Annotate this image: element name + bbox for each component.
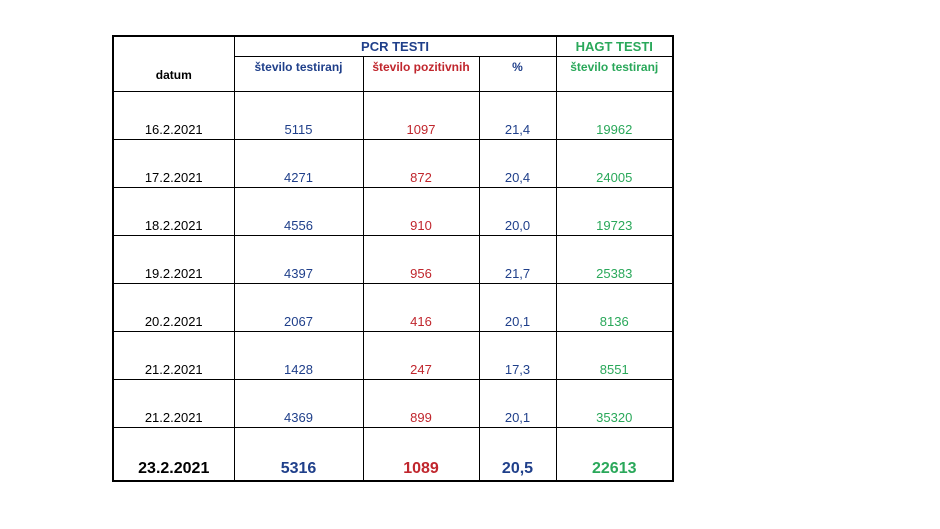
- table-row: [113, 92, 673, 140]
- positive-cell: 910: [363, 188, 479, 236]
- date-cell: 20.2.2021: [113, 284, 234, 332]
- datum-header: datum: [113, 36, 234, 92]
- percent-cell: 17,3: [479, 332, 556, 380]
- percent-cell: 20,0: [479, 188, 556, 236]
- latest-date-cell: 23.2.2021: [113, 428, 234, 482]
- percent-cell: 20,1: [479, 380, 556, 428]
- positive-cell: 872: [363, 140, 479, 188]
- tested-cell: 4369: [234, 380, 363, 428]
- pcr-tested-header: število testiranj: [234, 57, 363, 92]
- tested-cell: 1428: [234, 332, 363, 380]
- hagt-cell: 19962: [556, 92, 673, 140]
- hagt-cell: 8551: [556, 332, 673, 380]
- latest-hagt-cell: 22613: [556, 428, 673, 482]
- testing-table: [112, 35, 674, 482]
- percent-cell: 21,4: [479, 92, 556, 140]
- positive-cell: 956: [363, 236, 479, 284]
- hagt-tested-header: število testiranj: [556, 57, 673, 92]
- date-cell: 18.2.2021: [113, 188, 234, 236]
- date-cell: 16.2.2021: [113, 92, 234, 140]
- latest-positive-cell: 1089: [363, 428, 479, 482]
- hagt-cell: 25383: [556, 236, 673, 284]
- percent-cell: 20,1: [479, 284, 556, 332]
- header-row-groups: [113, 36, 673, 57]
- latest-tested-cell: 5316: [234, 428, 363, 482]
- positive-cell: 247: [363, 332, 479, 380]
- tested-cell: 5115: [234, 92, 363, 140]
- date-cell: 21.2.2021: [113, 332, 234, 380]
- table-row: [113, 284, 673, 332]
- hagt-cell: 19723: [556, 188, 673, 236]
- percent-cell: 20,4: [479, 140, 556, 188]
- tested-cell: 4271: [234, 140, 363, 188]
- positive-cell: 899: [363, 380, 479, 428]
- percent-header: %: [479, 57, 556, 92]
- hagt-cell: 24005: [556, 140, 673, 188]
- tested-cell: 4556: [234, 188, 363, 236]
- date-cell: 19.2.2021: [113, 236, 234, 284]
- table-row: [113, 332, 673, 380]
- positive-cell: 416: [363, 284, 479, 332]
- tested-cell: 2067: [234, 284, 363, 332]
- percent-cell: 21,7: [479, 236, 556, 284]
- table-row: [113, 236, 673, 284]
- latest-percent-cell: 20,5: [479, 428, 556, 482]
- date-cell: 17.2.2021: [113, 140, 234, 188]
- hagt-cell: 8136: [556, 284, 673, 332]
- hagt-tests-header: HAGT TESTI: [556, 36, 673, 57]
- pcr-positive-header: število pozitivnih: [363, 57, 479, 92]
- pcr-tests-header: PCR TESTI: [234, 36, 556, 57]
- table-row: [113, 140, 673, 188]
- tested-cell: 4397: [234, 236, 363, 284]
- positive-cell: 1097: [363, 92, 479, 140]
- latest-row: [113, 428, 673, 482]
- table-row: [113, 188, 673, 236]
- date-cell: 21.2.2021: [113, 380, 234, 428]
- hagt-cell: 35320: [556, 380, 673, 428]
- table-row: [113, 380, 673, 428]
